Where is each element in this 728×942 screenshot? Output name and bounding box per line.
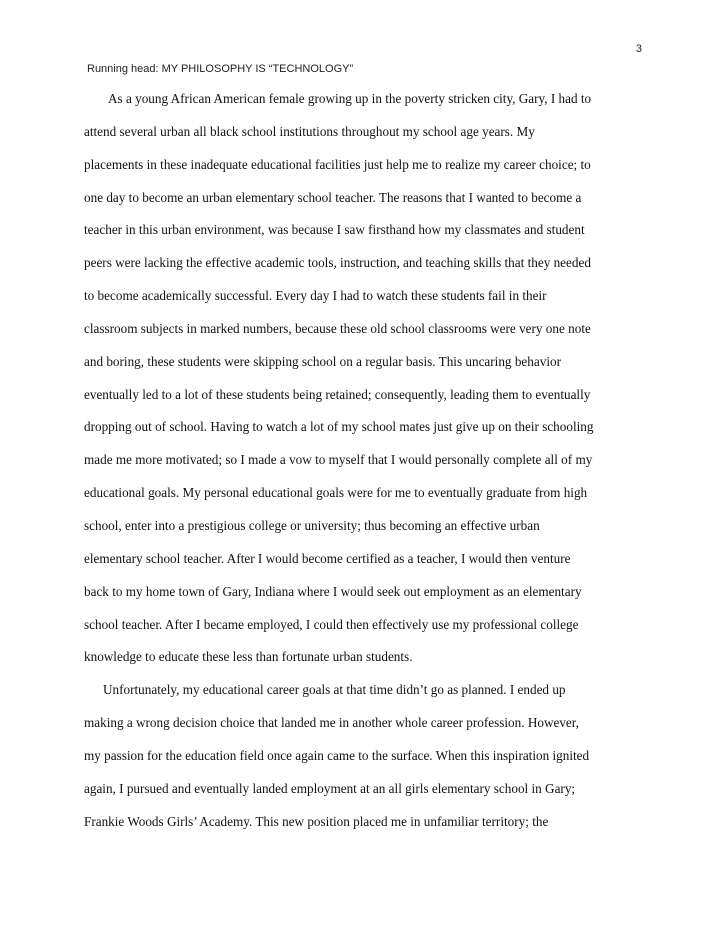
text-line: teacher in this urban environment, was because I saw firsthand how my classmates and student [84, 222, 585, 238]
text-line: attend several urban all black school institutions throughout my school age years. My [84, 123, 535, 139]
text-line: elementary school teacher. After I would become certified as a teacher, I would then venture [84, 550, 571, 566]
running-head: Running head: MY PHILOSOPHY IS “TECHNOLOGY” [87, 63, 354, 75]
text-line: to become academically successful. Every day I had to watch these students fail in their [84, 288, 547, 304]
text-line: and boring, these students were skipping school on a regular basis. This uncaring behavior [84, 353, 561, 369]
text-line: eventually led to a lot of these students being retained; consequently, leading them to eventually [84, 386, 591, 402]
text-line: one day to become an urban elementary school teacher. The reasons that I wanted to become a [84, 189, 582, 205]
text-line: my passion for the education field once again came to the surface. When this inspiration ignited [84, 747, 590, 763]
page-number: 3 [635, 43, 642, 55]
text-line: made me more motivated; so I made a vow to myself that I would personally complete all of my [84, 452, 593, 468]
text-line: As a young African American female growing up in the poverty stricken city, Gary, I had to [108, 91, 592, 106]
text-line: school, enter into a prestigious college or university; thus becoming an effective urban [84, 517, 540, 533]
text-line: making a wrong decision choice that landed me in another whole career profession. However, [84, 715, 579, 731]
text-line: back to my home town of Gary, Indiana where I would seek out employment as an elementary [84, 583, 582, 599]
text-line: knowledge to educate these less than fortunate urban students. [84, 649, 413, 665]
body-text [84, 89, 644, 844]
text-line: again, I pursued and eventually landed employment at an all girls elementary school in Gary; [84, 780, 576, 796]
text-line: school teacher. After I became employed, I could then effectively use my professional college [84, 616, 579, 632]
text-line: Unfortunately, my educational career goals at that time didn’t go as planned. I ended up [103, 682, 566, 698]
text-line: Frankie Woods Girls’ Academy. This new position placed me in unfamiliar territory; the [84, 813, 549, 829]
text-line: dropping out of school. Having to watch a lot of my school mates just give up on their schooling [84, 419, 594, 435]
text-line: educational goals. My personal educational goals were for me to eventually graduate from high [84, 485, 588, 501]
text-line: peers were lacking the effective academic tools, instruction, and teaching skills that they needed [84, 255, 591, 271]
text-line: classroom subjects in marked numbers, because these old school classrooms were very one note [84, 320, 591, 336]
text-line: placements in these inadequate educational facilities just help me to realize my career choice; to [84, 156, 591, 172]
